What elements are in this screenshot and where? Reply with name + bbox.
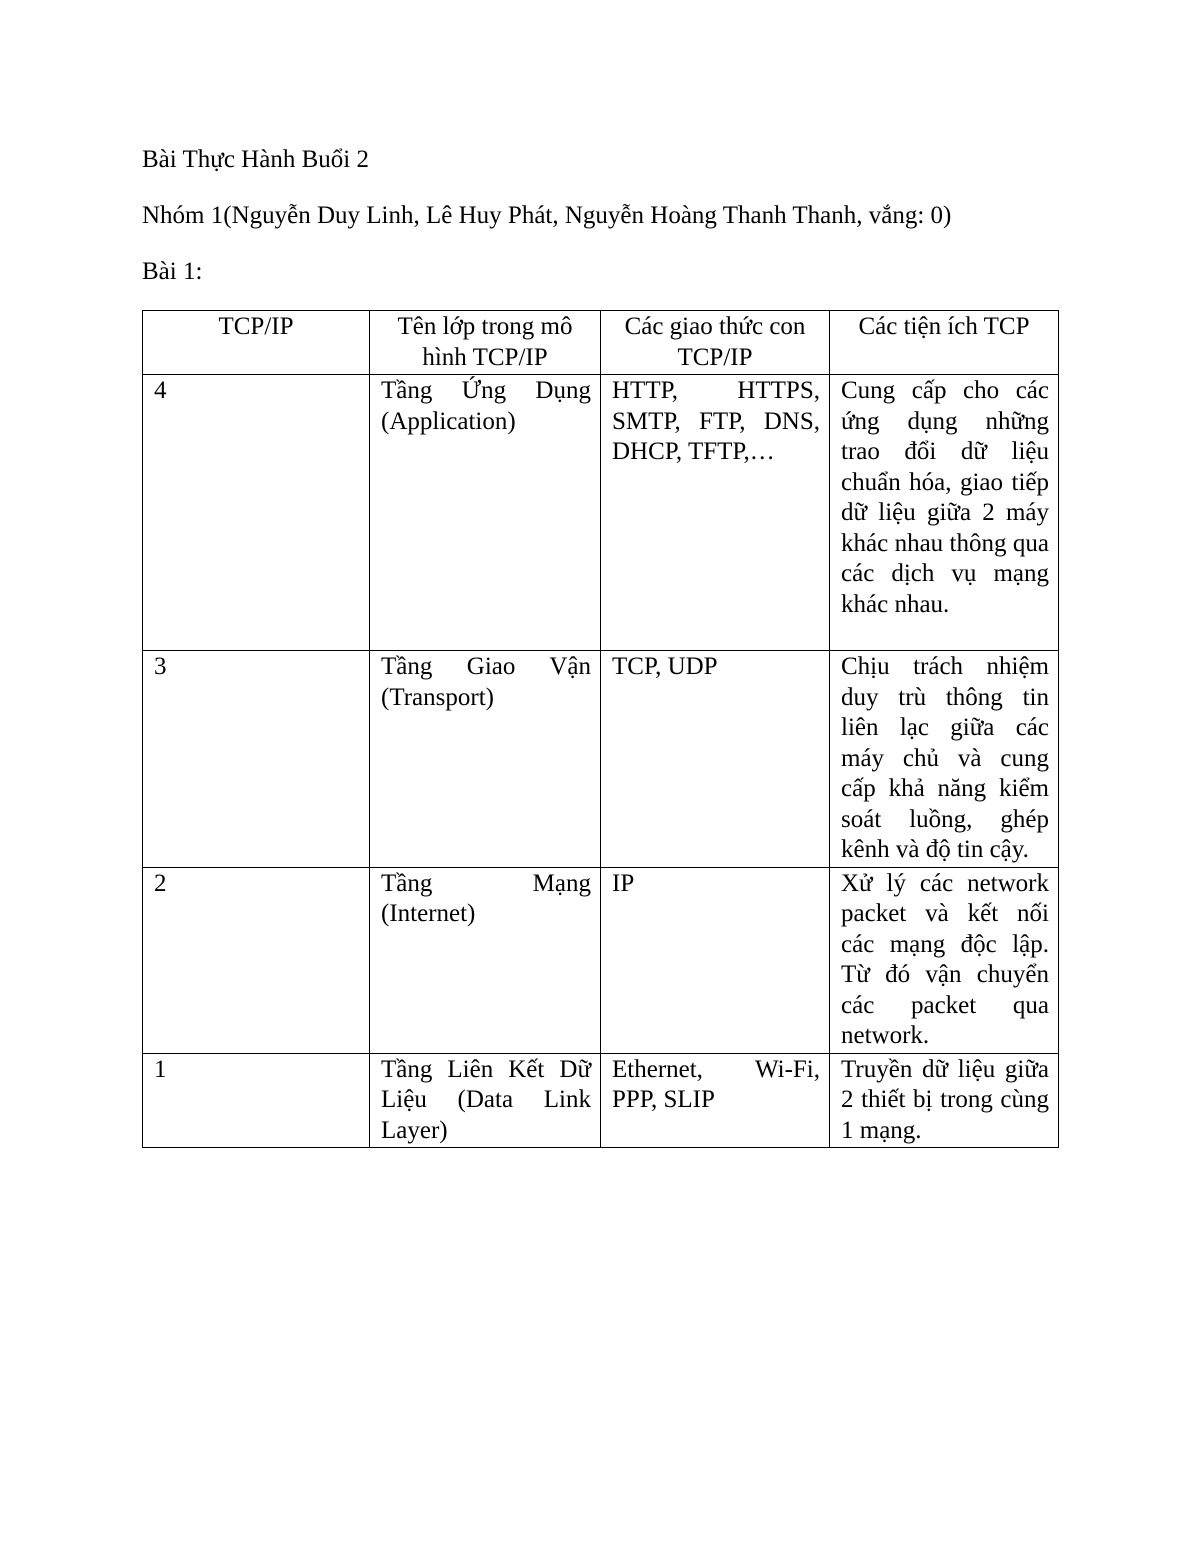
cell-utility: Xử lý các network packet và kết nối các mạng độc lập. Từ đó vận chuyển các packet qua network.: [830, 867, 1059, 1053]
cell-protocols: Ethernet, Wi-Fi, PPP, SLIP: [601, 1053, 830, 1148]
table-row: [143, 651, 1059, 868]
cell-layer-name: Tầng Ứng Dụng (Application): [370, 375, 601, 651]
cell-utility: Truyền dữ liệu giữa 2 thiết bị trong cùng 1 mạng.: [830, 1053, 1059, 1148]
cell-protocols: TCP, UDP: [601, 651, 830, 868]
cell-layer-name: Tầng Giao Vận (Transport): [370, 651, 601, 868]
cell-layer-number: 2: [143, 867, 370, 1053]
cell-layer-number: 1: [143, 1053, 370, 1148]
cell-layer-name: Tầng Mạng (Internet): [370, 867, 601, 1053]
cell-utility: Cung cấp cho các ứng dụng những trao đổi dữ liệu chuẩn hóa, giao tiếp dữ liệu giữa 2 máy khác nhau thông qua các dịch vụ mạng khác nhau.: [830, 375, 1059, 651]
table-header-row: [143, 311, 1059, 375]
header-layer-name: Tên lớp trong mô hình TCP/IP: [370, 311, 601, 375]
tcpip-layers-table: [142, 310, 1059, 1148]
table-row: [143, 1053, 1059, 1148]
cell-layer-number: 4: [143, 375, 370, 651]
cell-protocols: HTTP, HTTPS, SMTP, FTP, DNS, DHCP, TFTP,…: [601, 375, 830, 651]
header-tcpip: TCP/IP: [143, 311, 370, 375]
cell-utility: Chịu trách nhiệm duy trù thông tin liên lạc giữa các máy chủ và cung cấp khả năng kiểm soát luồng, ghép kênh và độ tin cậy.: [830, 651, 1059, 868]
document-title: Bài Thực Hành Buổi 2: [142, 146, 369, 173]
cell-layer-name: Tầng Liên Kết Dữ Liệu (Data Link Layer): [370, 1053, 601, 1148]
header-protocols: Các giao thức con TCP/IP: [601, 311, 830, 375]
table-row: [143, 867, 1059, 1053]
table-row: [143, 375, 1059, 651]
cell-layer-number: 3: [143, 651, 370, 868]
cell-protocols: IP: [601, 867, 830, 1053]
exercise-label: Bài 1:: [142, 258, 203, 285]
group-members-line: Nhóm 1(Nguyễn Duy Linh, Lê Huy Phát, Nguyễn Hoàng Thanh Thanh, vắng: 0): [142, 202, 952, 229]
header-utilities: Các tiện ích TCP: [830, 311, 1059, 375]
